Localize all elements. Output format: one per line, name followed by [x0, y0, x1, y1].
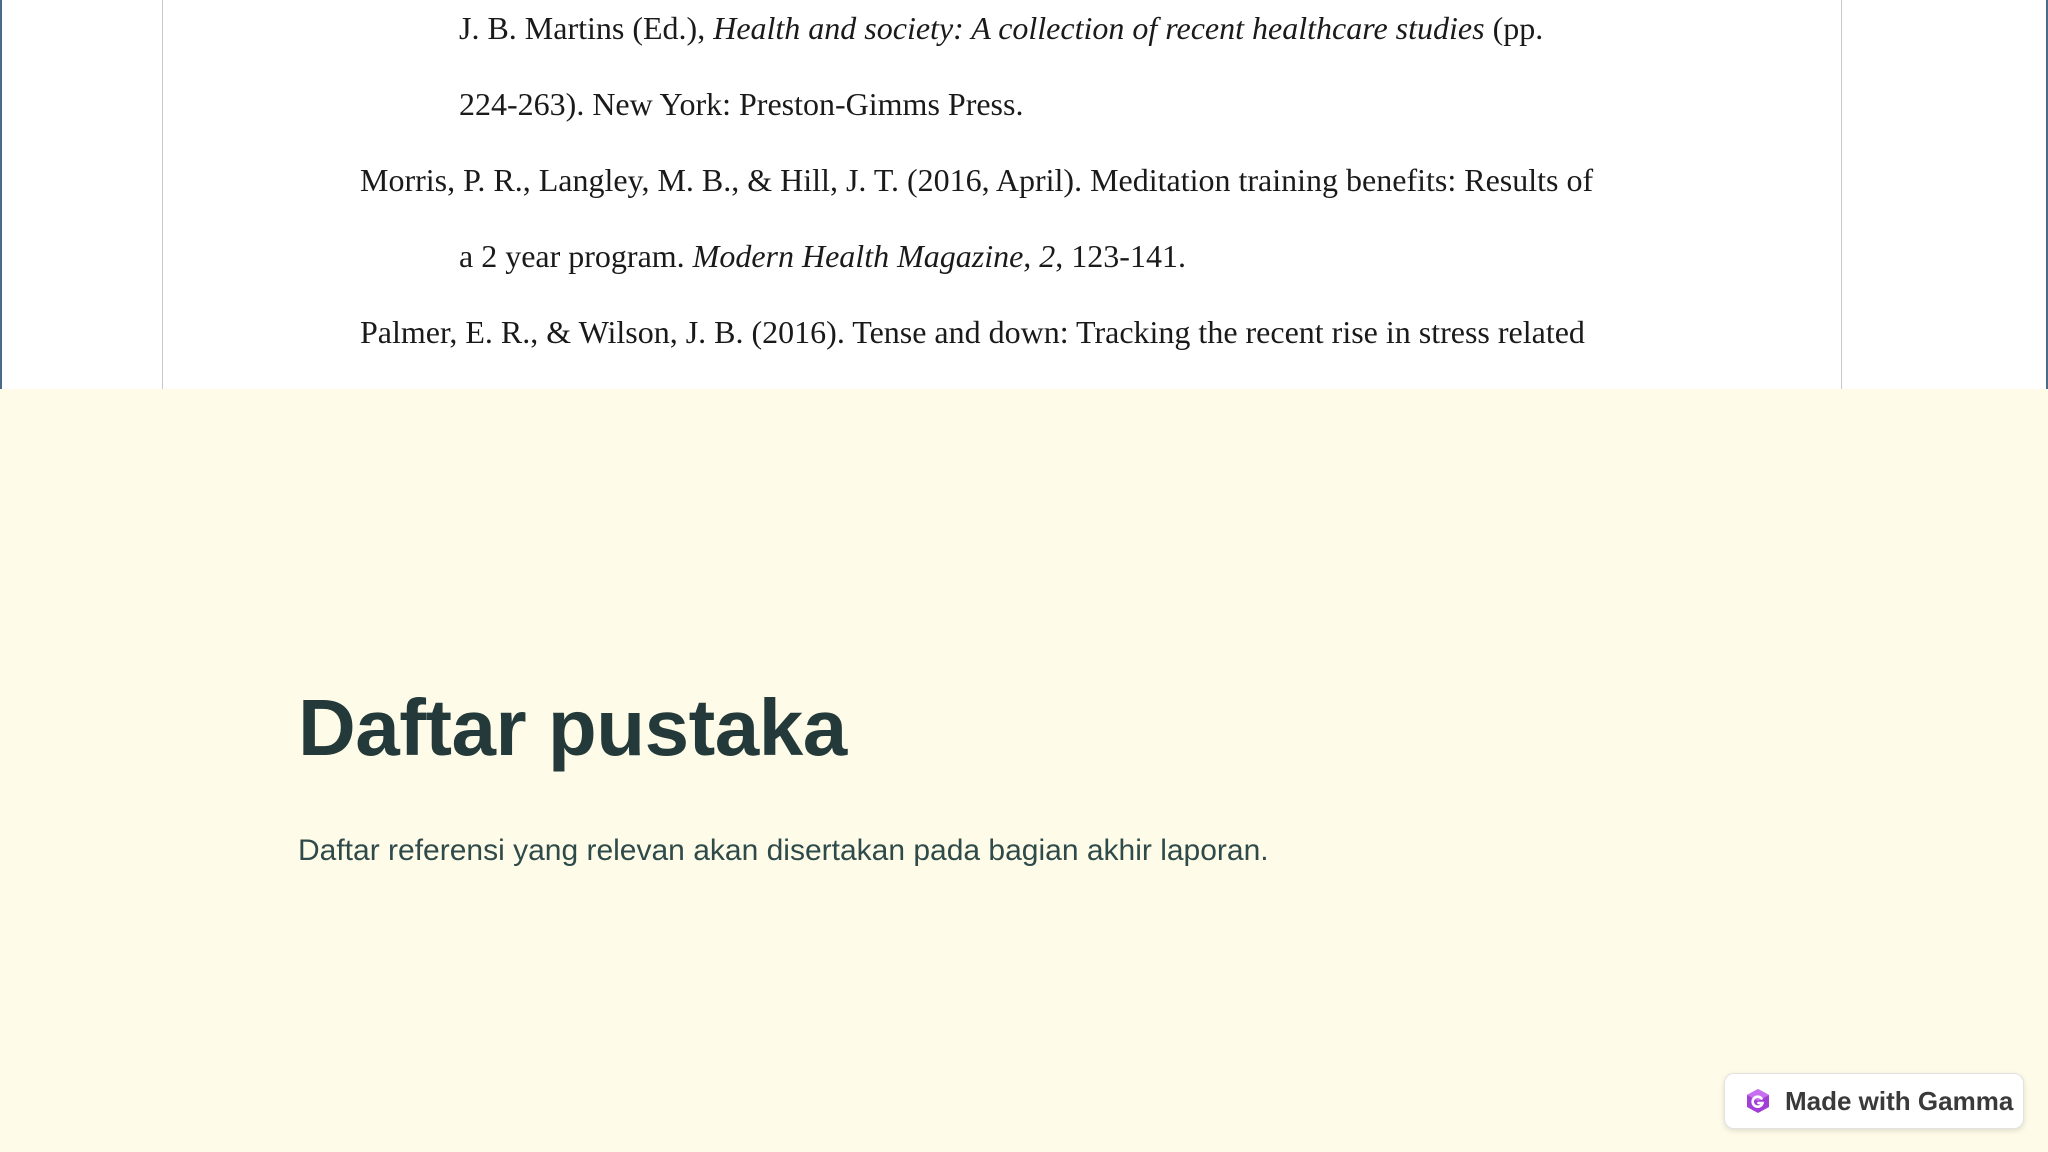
- reference-line: Morris, P. R., Langley, M. B., & Hill, J. T. (2016, April). Meditation training benefits: Results of: [360, 162, 1594, 198]
- reference-line: a 2 year program. Modern Health Magazine, 2, 123-141.: [459, 238, 1186, 274]
- made-with-gamma-badge[interactable]: [1724, 1073, 2024, 1129]
- slide-body-text: Daftar referensi yang relevan akan disertakan pada bagian akhir laporan.: [298, 834, 1269, 867]
- reference-line: Palmer, E. R., & Wilson, J. B. (2016). Tense and down: Tracking the recent rise in stress related: [360, 314, 1585, 350]
- gamma-logo-icon: [1745, 1088, 1771, 1114]
- document-page: [162, 0, 1842, 389]
- reference-line: 224-263). New York: Preston-Gimms Press.: [459, 86, 1024, 122]
- reference-document-image: [0, 0, 2048, 389]
- badge-label: Made with Gamma: [1785, 1085, 2014, 1116]
- reference-line: J. B. Martins (Ed.), Health and society: A collection of recent healthcare studies (pp.: [459, 10, 1544, 46]
- slide-title: Daftar pustaka: [298, 683, 847, 772]
